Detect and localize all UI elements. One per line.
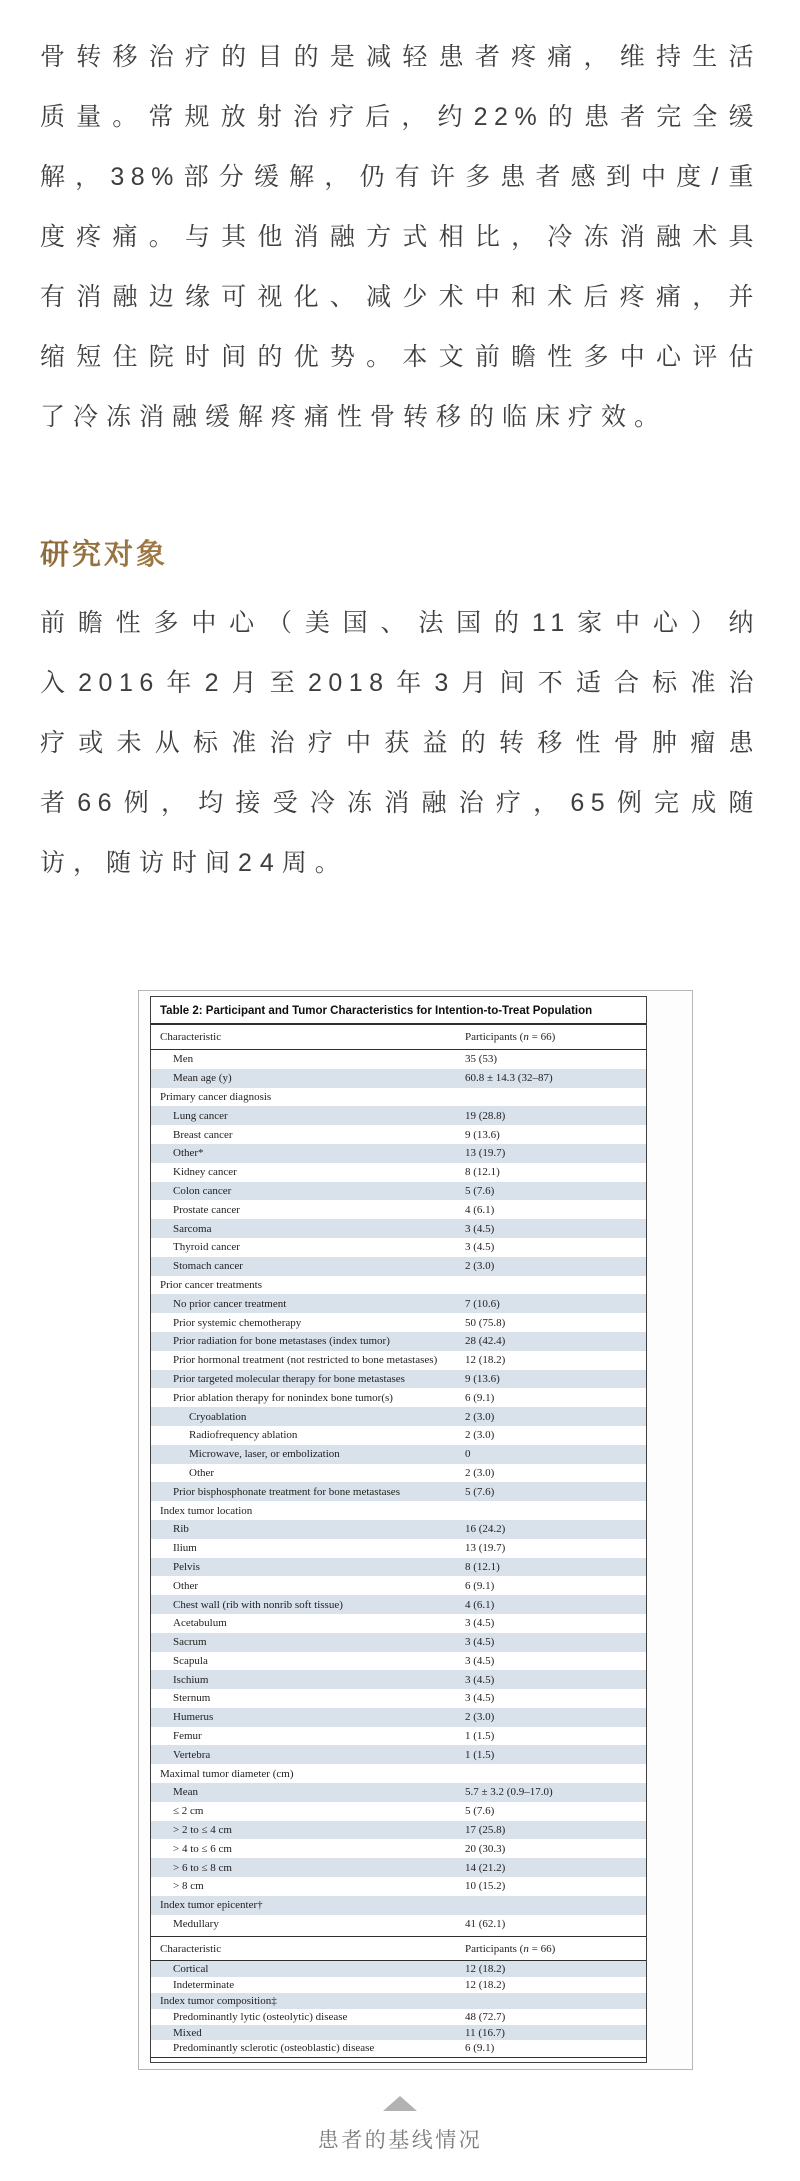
text-line: 者66例，均接受冷冻消融治疗，65例完成随 <box>40 789 760 817</box>
row-value: 48 (72.7) <box>465 2010 506 2023</box>
row-label: Primary cancer diagnosis <box>160 1090 272 1103</box>
row-value: 9 (13.6) <box>465 1372 500 1385</box>
table-row <box>151 1977 646 1993</box>
table-row <box>151 1520 646 1539</box>
table-row <box>151 2040 646 2056</box>
row-label: No prior cancer treatment <box>173 1297 287 1310</box>
row-value: 2 (3.0) <box>465 1429 495 1442</box>
row-value: 16 (24.2) <box>465 1523 506 1536</box>
collapse-indicator[interactable] <box>40 2096 760 2154</box>
table-row <box>151 1332 646 1351</box>
row-value: 2 (3.0) <box>465 1711 495 1724</box>
row-label: Radiofrequency ablation <box>189 1429 298 1442</box>
table-row <box>151 1915 646 1934</box>
row-value: 3 (4.5) <box>465 1692 495 1705</box>
table-row <box>151 1163 646 1182</box>
intro-paragraph <box>40 27 760 447</box>
table-row <box>151 1576 646 1595</box>
table-group-row <box>151 1764 646 1783</box>
row-label: Other <box>173 1579 199 1592</box>
row-label: ≤ 2 cm <box>173 1805 204 1818</box>
row-label: Mean age (y) <box>173 1072 232 1085</box>
text-line: 了冷冻消融缓解疼痛性骨转移的临床疗效。 <box>40 403 668 431</box>
row-value: 2 (3.0) <box>465 1410 495 1423</box>
table-row <box>151 1877 646 1896</box>
table-row <box>151 1219 646 1238</box>
row-value: 13 (19.7) <box>465 1542 506 1555</box>
row-value: 4 (6.1) <box>465 1598 495 1611</box>
table-title: Table 2: Participant and Tumor Characteristics for Intention-to-Treat Population <box>151 997 646 1025</box>
table-row <box>151 1633 646 1652</box>
table-row <box>151 1238 646 1257</box>
text-line: 度疼痛。与其他消融方式相比，冷冻消融术具 <box>40 223 760 251</box>
row-value: 50 (75.8) <box>465 1316 506 1329</box>
table-row <box>151 1708 646 1727</box>
row-label: > 6 to ≤ 8 cm <box>173 1861 232 1874</box>
table-row <box>151 1727 646 1746</box>
table-row <box>151 2025 646 2041</box>
row-label: Cryoablation <box>189 1410 247 1423</box>
row-label: Indeterminate <box>173 1979 235 1992</box>
row-value: 10 (15.2) <box>465 1880 506 1893</box>
row-label: > 4 to ≤ 6 cm <box>173 1842 232 1855</box>
row-label: Index tumor location <box>160 1504 253 1517</box>
row-label: Sternum <box>173 1692 211 1705</box>
table-row <box>151 1595 646 1614</box>
header-participants-pre: Participants ( <box>465 1942 524 1955</box>
table-body <box>151 1050 646 2058</box>
row-label: Scapula <box>173 1654 208 1667</box>
row-value: 3 (4.5) <box>465 1241 495 1254</box>
row-value: 14 (21.2) <box>465 1861 506 1874</box>
table-row <box>151 1652 646 1671</box>
row-value: 8 (12.1) <box>465 1560 500 1573</box>
row-value: 41 (62.1) <box>465 1918 506 1931</box>
table-row <box>151 1106 646 1125</box>
row-value: 28 (42.4) <box>465 1335 506 1348</box>
table-row <box>151 2009 646 2025</box>
table-row <box>151 1858 646 1877</box>
text-line: 骨转移治疗的目的是减轻患者疼痛，维持生活 <box>40 43 760 71</box>
table-row <box>151 1614 646 1633</box>
row-label: Predominantly lytic (osteolytic) disease <box>173 2010 348 2023</box>
row-value: 3 (4.5) <box>465 1222 495 1235</box>
row-value: 12 (18.2) <box>465 1963 506 1976</box>
table-row <box>151 1182 646 1201</box>
table-group-row <box>151 1276 646 1295</box>
row-value: 35 (53) <box>465 1053 498 1066</box>
text-line: 访，随访时间24周。 <box>40 849 348 877</box>
text-line: 入2016年2月至2018年3月间不适合标准治 <box>40 669 760 697</box>
header-characteristic: Characteristic <box>160 1031 222 1043</box>
row-label: Vertebra <box>173 1748 211 1761</box>
table-header-row-repeated <box>151 1936 646 1961</box>
table-row <box>151 1351 646 1370</box>
table-row <box>151 1558 646 1577</box>
table-row <box>151 1689 646 1708</box>
table-row <box>151 1125 646 1144</box>
row-label: Other* <box>173 1147 204 1160</box>
table-group-row <box>151 1088 646 1107</box>
row-value: 5.7 ± 3.2 (0.9–17.0) <box>465 1786 553 1799</box>
row-label: Prior hormonal treatment (not restricted to bone metastases) <box>173 1354 438 1367</box>
table-row <box>151 1388 646 1407</box>
study-paragraph <box>40 593 760 893</box>
row-label: Sacrum <box>173 1636 207 1649</box>
row-label: Lung cancer <box>173 1109 228 1122</box>
row-label: Prior targeted molecular therapy for bone metastases <box>173 1372 405 1385</box>
row-value: 7 (10.6) <box>465 1297 500 1310</box>
row-label: Sarcoma <box>173 1222 212 1235</box>
table-group-row <box>151 1501 646 1520</box>
row-label: Prior ablation therapy for nonindex bone tumor(s) <box>173 1391 393 1404</box>
row-label: Men <box>173 1053 194 1066</box>
text-line: 质量。常规放射治疗后，约22%的患者完全缓 <box>40 103 760 131</box>
text-line: 有消融边缘可视化、减少术中和术后疼痛，并 <box>40 283 760 311</box>
figure-caption: 患者的基线情况 <box>317 2129 483 2153</box>
table-row <box>151 1670 646 1689</box>
row-label: Prior systemic chemotherapy <box>173 1316 302 1329</box>
table-header-row <box>151 1025 646 1050</box>
row-label: Kidney cancer <box>173 1166 237 1179</box>
row-label: Rib <box>173 1523 189 1536</box>
row-label: Predominantly sclerotic (osteoblastic) disease <box>173 2042 375 2055</box>
table-figure <box>138 990 693 2070</box>
row-label: Thyroid cancer <box>173 1241 240 1254</box>
row-value: 60.8 ± 14.3 (32–87) <box>465 1072 553 1085</box>
row-value: 4 (6.1) <box>465 1203 495 1216</box>
row-label: Stomach cancer <box>173 1260 243 1273</box>
row-label: Femur <box>173 1730 202 1743</box>
table-row <box>151 1821 646 1840</box>
table-row <box>151 1144 646 1163</box>
header-participants-n: n <box>523 1031 529 1043</box>
row-value: 9 (13.6) <box>465 1128 500 1141</box>
table-row <box>151 1464 646 1483</box>
row-value: 5 (7.6) <box>465 1485 495 1498</box>
row-label: Microwave, laser, or embolization <box>189 1448 340 1461</box>
row-label: Index tumor composition‡ <box>160 1994 277 2007</box>
row-value: 1 (1.5) <box>465 1730 495 1743</box>
table-row <box>151 1961 646 1977</box>
row-value: 12 (18.2) <box>465 1979 506 1992</box>
row-label: Prior cancer treatments <box>160 1278 263 1291</box>
table-row <box>151 1407 646 1426</box>
table-row <box>151 1050 646 1069</box>
row-value: 2 (3.0) <box>465 1466 495 1479</box>
table-row <box>151 1370 646 1389</box>
row-label: Pelvis <box>173 1560 200 1573</box>
row-value: 12 (18.2) <box>465 1354 506 1367</box>
table-row <box>151 1802 646 1821</box>
table-row <box>151 1313 646 1332</box>
row-label: Other <box>189 1466 215 1479</box>
header-participants-n: n <box>523 1942 529 1955</box>
row-label: Acetabulum <box>173 1617 227 1630</box>
header-participants-pre: Participants ( <box>465 1031 524 1043</box>
row-value: 5 (7.6) <box>465 1805 495 1818</box>
table-row <box>151 1257 646 1276</box>
row-label: Cortical <box>173 1963 209 1976</box>
row-value: 2 (3.0) <box>465 1260 495 1273</box>
row-value: 0 <box>465 1448 471 1461</box>
text-line: 缩短住院时间的优势。本文前瞻性多中心评估 <box>40 343 760 371</box>
table-row <box>151 1745 646 1764</box>
row-label: Index tumor epicenter† <box>160 1899 263 1912</box>
header-characteristic: Characteristic <box>160 1942 222 1955</box>
table-row <box>151 1445 646 1464</box>
header-participants-post: = 66) <box>528 1942 556 1955</box>
row-label: Mixed <box>173 2026 202 2039</box>
row-label: Maximal tumor diameter (cm) <box>160 1767 294 1780</box>
row-label: > 8 cm <box>173 1880 204 1893</box>
row-value: 13 (19.7) <box>465 1147 506 1160</box>
header-participants <box>465 1943 637 1955</box>
text-line: 疗或未从标准治疗中获益的转移性骨肿瘤患 <box>40 729 760 757</box>
table-row <box>151 1200 646 1219</box>
row-value: 3 (4.5) <box>465 1673 495 1686</box>
table-group-row <box>151 1993 646 2009</box>
row-label: Mean <box>173 1786 199 1799</box>
row-value: 6 (9.1) <box>465 1391 495 1404</box>
row-value: 6 (9.1) <box>465 1579 495 1592</box>
text-line: 前瞻性多中心（美国、法国的11家中心）纳 <box>40 609 760 637</box>
row-value: 3 (4.5) <box>465 1654 495 1667</box>
journal-table <box>150 996 647 2063</box>
table-row <box>151 1069 646 1088</box>
row-label: Humerus <box>173 1711 214 1724</box>
row-label: Prior bisphosphonate treatment for bone metastases <box>173 1485 400 1498</box>
row-label: Breast cancer <box>173 1128 233 1141</box>
row-value: 19 (28.8) <box>465 1109 506 1122</box>
table-row <box>151 1482 646 1501</box>
table-row <box>151 1426 646 1445</box>
row-label: Medullary <box>173 1918 219 1931</box>
table-row <box>151 1783 646 1802</box>
row-label: Prior radiation for bone metastases (index tumor) <box>173 1335 390 1348</box>
table-row <box>151 1539 646 1558</box>
row-label: Ischium <box>173 1673 209 1686</box>
row-value: 3 (4.5) <box>465 1617 495 1630</box>
row-value: 1 (1.5) <box>465 1748 495 1761</box>
row-value: 5 (7.6) <box>465 1184 495 1197</box>
row-value: 3 (4.5) <box>465 1636 495 1649</box>
row-label: Prostate cancer <box>173 1203 240 1216</box>
row-label: Ilium <box>173 1542 197 1555</box>
section-title: 研究对象 <box>40 535 760 575</box>
row-value: 11 (16.7) <box>465 2026 505 2039</box>
table-row <box>151 1294 646 1313</box>
text-line: 解，38%部分缓解，仍有许多患者感到中度/重 <box>40 163 760 191</box>
row-value: 6 (9.1) <box>465 2042 495 2055</box>
header-participants <box>465 1031 637 1043</box>
row-value: 17 (25.8) <box>465 1824 506 1837</box>
collapse-up-arrow-icon[interactable] <box>383 2096 417 2111</box>
row-label: > 2 to ≤ 4 cm <box>173 1824 232 1837</box>
row-label: Colon cancer <box>173 1184 232 1197</box>
row-label: Chest wall (rib with nonrib soft tissue) <box>173 1598 343 1611</box>
header-participants-post: = 66) <box>528 1031 556 1043</box>
row-value: 8 (12.1) <box>465 1166 500 1179</box>
row-value: 20 (30.3) <box>465 1842 506 1855</box>
table-row <box>151 1839 646 1858</box>
table-group-row <box>151 1896 646 1915</box>
